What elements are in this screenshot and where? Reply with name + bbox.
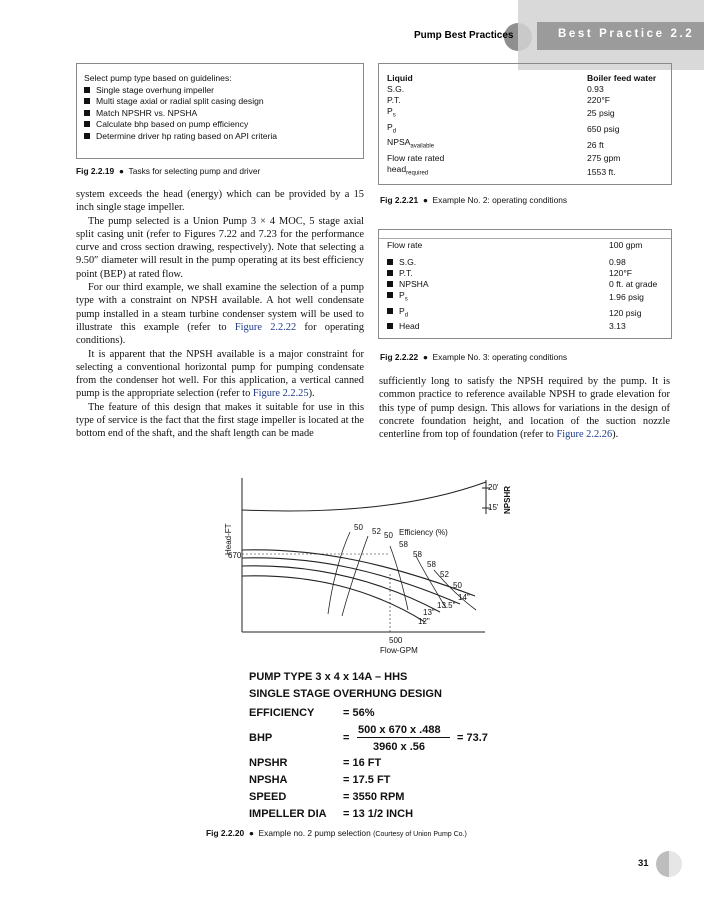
paragraph: For our third example, we shall examine the selection of a pump type with a constraint on NPSH available. A hot well condensate pump installed in a steam turbine condenser system will be used to illustrate this example (refer to Figure 2.2.22 for operating conditions). bbox=[76, 282, 365, 347]
cond-label: head$_{required}$ bbox=[387, 164, 429, 177]
cond-value: 120 psig bbox=[609, 308, 642, 319]
npshr-curve bbox=[242, 482, 486, 511]
efficiency-label: EFFICIENCY bbox=[249, 707, 315, 719]
efficiency-legend: Efficiency (%) bbox=[399, 528, 448, 537]
bhp-label: BHP bbox=[249, 732, 273, 744]
fig-2-2-22-caption: Fig 2.2.22 ● Example No. 3: operating conditions bbox=[380, 352, 568, 362]
bullet-icon bbox=[387, 292, 393, 298]
efficiency-curve-58 bbox=[390, 546, 408, 610]
task-list-heading: Select pump type based on guidelines: bbox=[84, 73, 232, 83]
pump-type: PUMP TYPE 3 x 4 x 14A – HHS bbox=[249, 671, 408, 683]
bullet-icon bbox=[84, 87, 90, 93]
cond-label: $P_d$ bbox=[387, 121, 397, 135]
npshr-axis-label: NPSHR bbox=[503, 485, 512, 514]
bhp-denominator: 3960 x .56 bbox=[373, 741, 425, 753]
cond-label: $P_s$ bbox=[387, 106, 396, 119]
impeller-label-13-5: 13.5" bbox=[437, 601, 456, 610]
cond-label: NPSHA bbox=[387, 279, 609, 290]
figure-link[interactable]: Figure 2.2.22 bbox=[234, 321, 297, 333]
cond-value: 0 ft. at grade bbox=[609, 279, 658, 289]
cond-label: P.T. bbox=[387, 95, 401, 105]
cond-value: 1553 ft. bbox=[587, 166, 616, 177]
pump-curve-plot bbox=[220, 474, 520, 654]
bullet-icon bbox=[387, 281, 393, 287]
task-item: Match NPSHR vs. NPSHA bbox=[84, 108, 277, 119]
fig-2-2-19-box bbox=[76, 63, 364, 159]
bullet-icon bbox=[387, 270, 393, 276]
impeller-dia-label: IMPELLER DIA bbox=[249, 808, 327, 820]
npshr-label: NPSHR bbox=[249, 757, 288, 769]
cond-label: S.G. bbox=[387, 257, 609, 268]
page-number-ornament bbox=[656, 851, 682, 877]
cond-value: 3.13 bbox=[609, 321, 626, 332]
conditions-table-ex3 bbox=[387, 240, 657, 332]
liquid-value: Boiler feed water bbox=[587, 73, 657, 83]
paragraph: sufficiently long to satisfy the NPSH required by the pump. It is common practice to reference available NPSH to grade elevation for this type of pump design. This allows for variations in the design of concrete foundation height, and location of the suction nozzle centerline from top of foundation (refer to Figure 2.2.26). bbox=[379, 376, 670, 441]
x-axis-label: Flow-GPM bbox=[380, 646, 418, 655]
cond-value: 275 gpm bbox=[587, 153, 621, 164]
impeller-label-12: 12" bbox=[418, 617, 430, 626]
running-header-title: Pump Best Practices bbox=[414, 30, 514, 41]
bullet-icon bbox=[84, 110, 90, 116]
fig-2-2-20-caption: Fig 2.2.20 ● Example no. 2 pump selection (Courtesy of Union Pump Co.) bbox=[206, 828, 467, 838]
cond-label: P.T. bbox=[387, 268, 609, 279]
eff-label: 58 bbox=[413, 550, 422, 559]
bullet-icon bbox=[84, 133, 90, 139]
cond-value: 0.98 bbox=[609, 257, 626, 267]
task-list bbox=[84, 85, 277, 142]
fig-2-2-22-box bbox=[378, 229, 672, 339]
x-tick-500: 500 bbox=[389, 636, 403, 645]
bhp-numerator: 500 x 670 x .488 bbox=[358, 724, 441, 736]
cond-label: $P_s$ bbox=[387, 290, 609, 306]
cond-value: 220°F bbox=[587, 95, 611, 105]
cond-label: $NPSA_{available}$ bbox=[387, 137, 435, 151]
paragraph: The pump selected is a Union Pump 3 × 4 MOC, 5 stage axial split casing unit (refer to Figures 7.22 and 7.23 for the performance curve and cross section drawing, respectively). Note that selecting a 9.50″ diameter will result in the pump operating at its best efficiency point (BEP) at rated flow. bbox=[76, 215, 364, 280]
npsha-value: = 17.5 FT bbox=[343, 774, 391, 786]
right-column-text bbox=[379, 375, 670, 441]
task-item: Multi stage axial or radial split casing design bbox=[84, 96, 277, 107]
eff-label: 52 bbox=[440, 570, 449, 579]
eff-label: 50 bbox=[384, 531, 393, 540]
page-number: 31 bbox=[638, 858, 649, 869]
best-practice-badge: Best Practice 2.2 bbox=[558, 28, 695, 40]
bullet-icon bbox=[84, 98, 90, 104]
divider bbox=[379, 238, 671, 239]
paragraph: system exceeds the head (energy) which can be provided by a 15 inch single stage impeller. bbox=[76, 189, 364, 214]
cond-value: 0.93 bbox=[587, 84, 604, 94]
y-axis-label: Head-FT bbox=[224, 523, 233, 555]
paragraph: The feature of this design that makes it suitable for use in this type of service is the fact that the first stage impeller is located at the bottom end of the shaft, and the shaft length can be made bbox=[76, 401, 364, 440]
cond-label: Head bbox=[387, 321, 609, 332]
npshr-value: = 16 FT bbox=[343, 757, 382, 769]
design-type: SINGLE STAGE OVERHUNG DESIGN bbox=[249, 688, 442, 700]
cond-value: 120°F bbox=[609, 268, 633, 278]
task-item: Calculate bhp based on pump efficiency bbox=[84, 119, 277, 130]
efficiency-value: = 56% bbox=[343, 707, 375, 719]
eff-label: 50 bbox=[453, 581, 462, 590]
y-tick-670: 670 bbox=[228, 551, 242, 560]
eff-label: 58 bbox=[399, 540, 408, 549]
flow-value: 100 gpm bbox=[609, 240, 643, 250]
bullet-icon bbox=[387, 323, 393, 329]
bullet-icon bbox=[387, 259, 393, 265]
npsh-label-20: 20' bbox=[488, 483, 499, 492]
head-curve-13in bbox=[242, 566, 440, 612]
speed-value: = 3550 RPM bbox=[343, 791, 405, 803]
bhp-result: = 73.7 bbox=[457, 732, 488, 744]
task-item: Single stage overhung impeller bbox=[84, 85, 277, 96]
liquid-header: Liquid bbox=[387, 73, 413, 83]
conditions-table-ex2 bbox=[387, 73, 656, 180]
impeller-label-13: 13" bbox=[423, 608, 435, 617]
fraction-bar bbox=[357, 737, 450, 738]
paragraph: It is apparent that the NPSH available is a major constraint for selecting a conventional horizontal pump for pumping condensate from the condenser hot well. For this application, a vertical canned pump is the appropriate selection (refer to Figure 2.2.25). bbox=[76, 348, 364, 400]
cond-label: S.G. bbox=[387, 84, 405, 94]
bullet-icon bbox=[84, 121, 90, 127]
flow-label: Flow rate bbox=[387, 240, 423, 250]
cond-value: 25 psig bbox=[587, 108, 615, 119]
bullet-icon bbox=[387, 308, 393, 314]
impeller-label-14: 14" bbox=[458, 593, 470, 602]
bhp-equals: = bbox=[343, 732, 350, 744]
cond-value: 650 psig bbox=[587, 124, 620, 135]
speed-label: SPEED bbox=[249, 791, 287, 803]
eff-label: 52 bbox=[372, 527, 381, 536]
task-item: Determine driver hp rating based on API criteria bbox=[84, 131, 277, 142]
cond-value: 26 ft bbox=[587, 139, 604, 150]
left-column-text bbox=[76, 188, 364, 441]
fig-2-2-19-caption: Fig 2.2.19 ● Tasks for selecting pump and driver bbox=[76, 166, 261, 176]
eff-label: 50 bbox=[354, 523, 363, 532]
cond-label: $P_d$ bbox=[387, 306, 609, 322]
fig-2-2-21-box bbox=[378, 63, 672, 185]
figure-link[interactable]: Figure 2.2.25 bbox=[252, 388, 309, 400]
cond-value: 1.96 psig bbox=[609, 292, 644, 303]
npsha-label: NPSHA bbox=[249, 774, 288, 786]
eff-label: 58 bbox=[427, 560, 436, 569]
fig-2-2-21-caption: Fig 2.2.21 ● Example No. 2: operating conditions bbox=[380, 195, 568, 205]
figure-link[interactable]: Figure 2.2.26 bbox=[556, 429, 613, 441]
npsh-label-15: 15' bbox=[488, 503, 499, 512]
impeller-dia-value: = 13 1/2 INCH bbox=[343, 808, 414, 820]
cond-label: Flow rate rated bbox=[387, 153, 445, 164]
